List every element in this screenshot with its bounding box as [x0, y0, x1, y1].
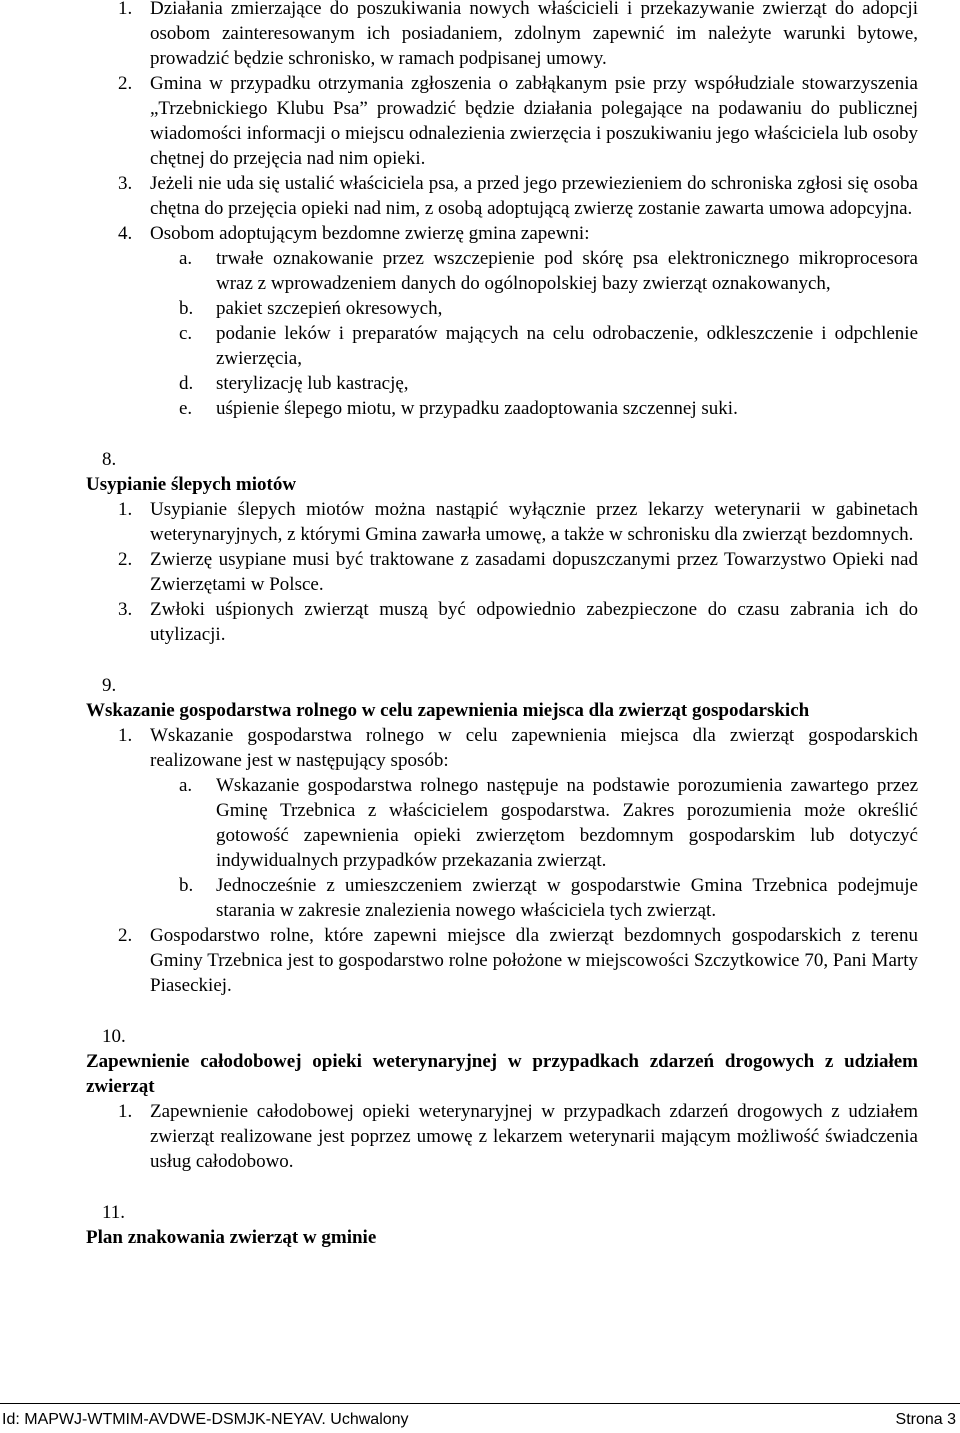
item-text: Działania zmierzające do poszukiwania nowych właścicieli i przekazywanie zwierząt do adopcji osobom zainteresowanym ich posiadaniem, zdolnym zapewnić im należyte warunki bytowe, prowadzić będzie schronisko, w ramach podpisanej umowy.	[150, 0, 918, 69]
list-item	[86, 597, 918, 647]
item-number: 2.	[118, 549, 133, 570]
section-list	[86, 497, 918, 647]
item-text: Wskazanie gospodarstwa rolnego w celu zapewnienia miejsca dla zwierząt gospodarskich realizowane jest w następujący sposób:	[150, 725, 918, 771]
section-title: Plan znakowania zwierząt w gminie	[86, 1227, 377, 1248]
section-11	[86, 1200, 918, 1250]
list-item	[86, 71, 918, 171]
sublist-text: uśpienie ślepego miotu, w przypadku zaadoptowania szczennej suki.	[216, 398, 738, 419]
list-item	[86, 0, 918, 71]
item-number: 1.	[118, 1101, 133, 1122]
sublist-text: trwałe oznakowanie przez wszczepienie pod skórę psa elektronicznego mikroprocesora wraz z wprowadzeniem danych do ogólnopolskiej bazy zwierząt oznakowanych,	[216, 248, 918, 294]
section-list	[86, 723, 918, 998]
item-number: 2.	[118, 925, 133, 946]
item-text: Zwierzę usypiane musi być traktowane z zasadami dopuszczanymi przez Towarzystwo Opieki nad Zwierzętami w Polsce.	[150, 549, 918, 595]
sublist-letter: b.	[179, 298, 194, 319]
section-9	[86, 673, 918, 998]
list-item	[86, 497, 918, 547]
sublist-letter: a.	[179, 775, 193, 796]
sublist-letter: a.	[179, 248, 193, 269]
section-number: 8.	[102, 449, 117, 470]
sublist-text: Wskazanie gospodarstwa rolnego następuje na podstawie porozumienia zawartego przez Gminę Trzebnica z właścicielem gospodarstwa. Zakres porozumienia może określić gotowość zapewnienia opieki zwierzętom bezdomnym gospodarskim lub dotyczyć indywidualnych przypadków przekazania zwierząt.	[216, 775, 918, 871]
sublist-text: pakiet szczepień okresowych,	[216, 298, 443, 319]
item-text: Zapewnienie całodobowej opieki weterynaryjnej w przypadkach zdarzeń drogowych z udziałem zwierząt realizowane jest poprzez umowę z lekarzem weterynarii mającym możliwość świadczenia usług całodobowo.	[150, 1101, 918, 1172]
item-text: Jeżeli nie uda się ustalić właściciela psa, a przed jego przewiezieniem do schroniska zgłosi się osoba chętna do przejęcia opieki nad nim, z osobą adoptującą zwierzę zostanie zawarta umowa adopcyjna.	[150, 173, 918, 219]
sublist-letter: c.	[179, 323, 193, 344]
list-item	[86, 1099, 918, 1174]
list-item	[86, 723, 918, 923]
list-item	[86, 547, 918, 597]
sublist-item	[150, 321, 918, 371]
sublist-item	[150, 371, 918, 396]
sublist-item	[150, 873, 918, 923]
sublist-item	[150, 296, 918, 321]
sublist-item	[150, 773, 918, 873]
section-number: 9.	[102, 675, 117, 696]
page-number: Strona 3	[895, 1411, 956, 1428]
section-title: Usypianie ślepych miotów	[86, 474, 297, 495]
section-10	[86, 1024, 918, 1174]
list-item	[86, 171, 918, 221]
section-title: Wskazanie gospodarstwa rolnego w celu zapewnienia miejsca dla zwierząt gospodarskich	[86, 700, 810, 721]
item-text: Zwłoki uśpionych zwierząt muszą być odpowiednio zabezpieczone do czasu zabrania ich do utylizacji.	[150, 599, 918, 645]
sublist-text: Jednocześnie z umieszczeniem zwierząt w gospodarstwie Gmina Trzebnica podejmuje starania w zakresie znalezienia nowego właściciela tych zwierząt.	[216, 875, 918, 921]
item-number: 1.	[118, 725, 133, 746]
document-id: Id: MAPWJ-WTMIM-AVDWE-DSMJK-NEYAV. Uchwalony	[2, 1411, 409, 1428]
item-text: Gmina w przypadku otrzymania zgłoszenia o zabłąkanym psie przy współudziale stowarzyszenia „Trzebnickiego Klubu Psa” prowadzić będzie działania polegające na podawaniu do publicznej wiadomości informacji o miejscu odnalezienia zwierzęcia i poszukiwaniu jego właściciela lub osoby chętnej do przejęcia nad nim opieki.	[150, 73, 918, 169]
section-list	[86, 1099, 918, 1174]
item-number: 3.	[118, 173, 133, 194]
sublist-letter: e.	[179, 398, 193, 419]
item-number: 1.	[118, 499, 133, 520]
page-footer	[0, 1403, 960, 1430]
item-number: 2.	[118, 73, 133, 94]
section-title: Zapewnienie całodobowej opieki weterynaryjnej w przypadkach zdarzeń drogowych z udziałem zwierząt	[86, 1051, 918, 1097]
section-number: 10.	[102, 1026, 126, 1047]
sublist	[150, 246, 918, 421]
section-8	[86, 447, 918, 647]
item-number: 4.	[118, 223, 133, 244]
section-number: 11.	[102, 1202, 126, 1223]
sublist-letter: b.	[179, 875, 194, 896]
sublist	[150, 773, 918, 923]
sublist-text: podanie leków i preparatów mających na celu odrobaczenie, odkleszczenie i odpchlenie zwierzęcia,	[216, 323, 918, 369]
adoption-list	[86, 0, 918, 421]
document-content	[86, 0, 918, 1250]
item-text: Osobom adoptującym bezdomne zwierzę gmina zapewni:	[150, 223, 590, 244]
sublist-text: sterylizację lub kastrację,	[216, 373, 409, 394]
sublist-item	[150, 246, 918, 296]
list-item	[86, 923, 918, 998]
item-number: 3.	[118, 599, 133, 620]
list-item	[86, 221, 918, 421]
item-number: 1.	[118, 0, 133, 19]
item-text: Gospodarstwo rolne, które zapewni miejsce dla zwierząt bezdomnych gospodarskich z terenu Gminy Trzebnica jest to gospodarstwo rolne położone w miejscowości Szczytkowice 70, Pani Marty Piaseckiej.	[150, 925, 918, 996]
sublist-item	[150, 396, 918, 421]
sublist-letter: d.	[179, 373, 194, 394]
item-text: Usypianie ślepych miotów można nastąpić wyłącznie przez lekarzy weterynarii w gabinetach weterynaryjnych, z którymi Gmina zawarła umowę, a także w schronisku dla zwierząt bezdomnych.	[150, 499, 918, 545]
